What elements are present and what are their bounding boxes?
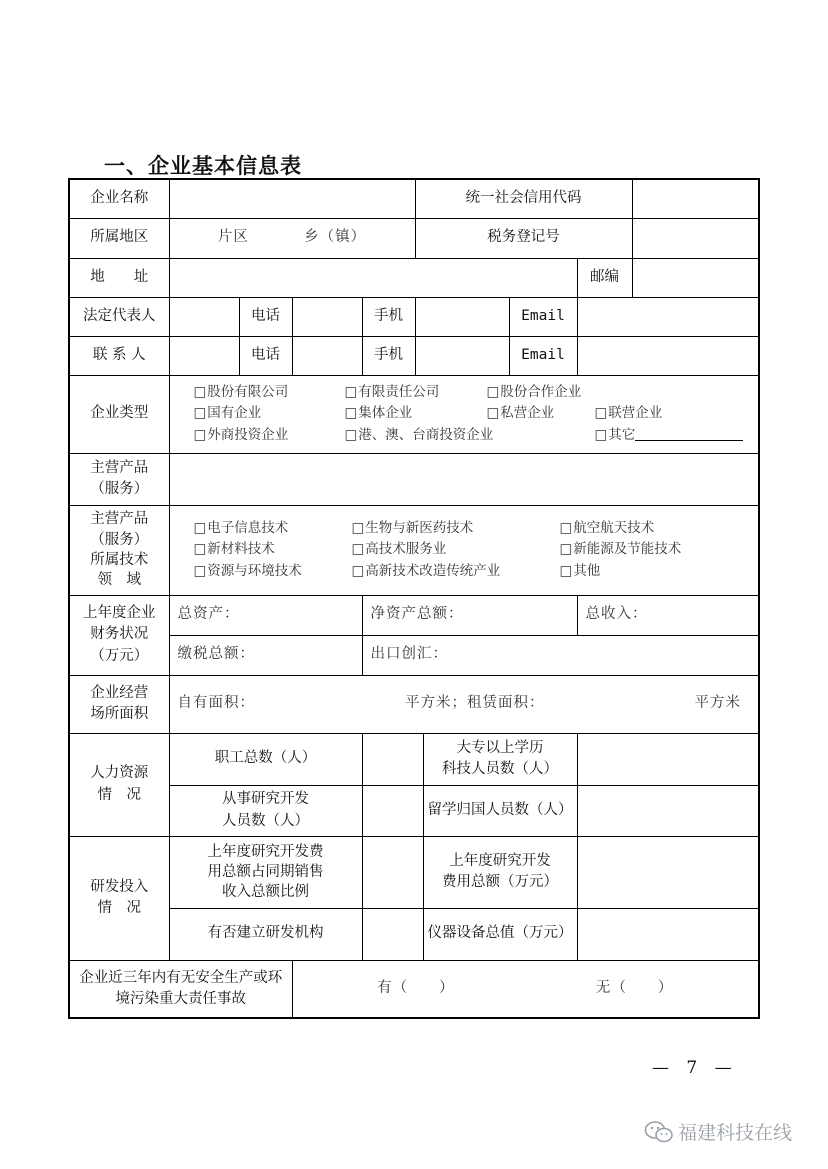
postcode-label: 邮编 [577, 258, 632, 297]
main-products-input[interactable] [169, 453, 759, 505]
finance-label-line1: 上年度企业 [83, 605, 156, 622]
tax-total-field[interactable]: 缴税总额： [169, 635, 362, 675]
region-input[interactable] [169, 218, 415, 258]
tech-field-options [169, 505, 759, 595]
legal-rep-input[interactable] [169, 297, 239, 336]
checkbox-new-energy[interactable]: □ 新能源及节能技术 [560, 540, 720, 560]
legal-rep-phone-input[interactable] [292, 297, 362, 336]
checkbox-other[interactable]: □ 其它 [595, 427, 636, 443]
contact-label: 联 系 人 [69, 336, 169, 375]
checkbox-state-owned[interactable]: □ 国有企业 [194, 404, 345, 424]
rd-total-label [423, 836, 577, 908]
legal-rep-label: 法定代表人 [69, 297, 169, 336]
rd-staff-label [169, 785, 362, 836]
total-assets-field[interactable]: 总资产： [169, 595, 362, 635]
contact-phone-label: 电话 [239, 336, 292, 375]
enterprise-type-label: 企业类型 [69, 375, 169, 453]
safety-options [292, 960, 759, 1018]
main-products-label-line1: 主营产品 [90, 459, 149, 476]
rd-ratio-label [169, 836, 362, 908]
total-income-field[interactable]: 总收入： [577, 595, 759, 635]
other-type-underline [635, 427, 743, 441]
safety-label-line2: 境污染重大责任事故 [115, 990, 246, 1007]
contact-phone-input[interactable] [292, 336, 362, 375]
rd-label-line2: 情 况 [97, 900, 141, 916]
rd-label-line1: 研发投入 [90, 878, 149, 895]
legal-rep-email-label: Email [509, 297, 577, 336]
rd-label [69, 836, 169, 960]
checkbox-joint-stock[interactable]: □ 股份有限公司 [194, 383, 345, 403]
rd-total-label-line1: 上年度研究开发 [449, 852, 551, 869]
main-products-label-line2: （服务） [90, 481, 149, 497]
hr-label-line2: 情 况 [97, 786, 141, 803]
checkbox-joint-stock-coop[interactable]: □ 股份合作企业 [487, 383, 745, 403]
returnees-input[interactable] [577, 785, 759, 836]
rd-total-label-line2: 费用总额（万元） [442, 874, 558, 890]
checkbox-biomedicine[interactable]: □ 生物与新医药技术 [352, 519, 560, 539]
hr-label [69, 733, 169, 836]
address-label: 地 址 [69, 258, 169, 297]
net-assets-field[interactable]: 净资产总额： [362, 595, 577, 635]
region-label: 所属地区 [69, 218, 169, 258]
enterprise-info-form [68, 178, 760, 1019]
enterprise-type-options [169, 375, 759, 453]
safety-label [69, 960, 292, 1018]
finance-label-line3: （万元） [90, 647, 149, 664]
checkbox-joint-venture[interactable]: □ 联营企业 [595, 404, 745, 424]
credit-code-input[interactable] [632, 179, 759, 218]
wechat-icon [644, 1119, 674, 1145]
contact-mobile-label: 手机 [362, 336, 415, 375]
equipment-value-label: 仪器设备总值（万元） [423, 908, 577, 960]
other-type-field[interactable] [595, 426, 745, 446]
college-staff-label-line2: 科技人员数（人） [442, 761, 558, 777]
region-hint-district: 片区 [217, 229, 249, 246]
postcode-input[interactable] [632, 258, 759, 297]
rd-total-input[interactable] [577, 836, 759, 908]
checkbox-electronic-info[interactable]: □ 电子信息技术 [194, 519, 352, 539]
main-products-label [69, 453, 169, 505]
checkbox-new-materials[interactable]: □ 新材料技术 [194, 540, 352, 560]
checkbox-other-tech[interactable]: □ 其他 [560, 562, 720, 582]
checkbox-aerospace[interactable]: □ 航空航天技术 [560, 519, 720, 539]
rd-institution-label: 有否建立研发机构 [169, 908, 362, 960]
safety-yes-option[interactable]: 有（ ） [377, 980, 455, 997]
tax-reg-input[interactable] [632, 218, 759, 258]
watermark [644, 1118, 792, 1145]
page-title: 一、企业基本信息表 [104, 154, 302, 178]
legal-rep-mobile-label: 手机 [362, 297, 415, 336]
college-staff-input[interactable] [577, 733, 759, 785]
rd-institution-input[interactable] [362, 908, 423, 960]
checkbox-private[interactable]: □ 私营企业 [487, 404, 595, 424]
rd-ratio-input[interactable] [362, 836, 423, 908]
rd-ratio-label-line3: 收入总额比例 [222, 884, 309, 901]
tech-field-label-line1: 主营产品 [90, 511, 149, 528]
safety-no-option[interactable]: 无（ ） [595, 980, 674, 997]
credit-code-label: 统一社会信用代码 [415, 179, 632, 218]
finance-label [69, 595, 169, 675]
premises-field[interactable] [169, 675, 759, 733]
tech-field-label-line4: 领 域 [97, 572, 141, 589]
page-number: — 7 — [652, 1058, 738, 1078]
contact-email-label: Email [509, 336, 577, 375]
tech-field-label [69, 505, 169, 595]
safety-label-line1: 企业近三年内有无安全生产或环 [79, 969, 283, 986]
contact-input[interactable] [169, 336, 239, 375]
college-staff-label [423, 733, 577, 785]
premises-label-line2: 场所面积 [90, 706, 149, 722]
rd-staff-label-line2: 人员数（人） [222, 812, 309, 829]
staff-total-label: 职工总数（人） [169, 733, 362, 785]
equipment-value-input[interactable] [577, 908, 759, 960]
rd-ratio-label-line1: 上年度研究开发费 [207, 843, 324, 860]
checkbox-foreign-invested[interactable]: □ 外商投资企业 [194, 426, 345, 446]
college-staff-label-line1: 大专以上学历 [456, 739, 544, 756]
company-name-label: 企业名称 [69, 179, 169, 218]
rd-staff-label-line1: 从事研究开发 [222, 791, 309, 808]
rented-area-label: 平方米；租赁面积： [405, 695, 545, 712]
legal-rep-mobile-input[interactable] [415, 297, 509, 336]
tech-field-label-line2: （服务） [90, 531, 149, 548]
finance-label-line2: 财务状况 [90, 626, 149, 643]
legal-rep-email-input[interactable] [577, 297, 759, 336]
premises-label-line1: 企业经营 [90, 684, 149, 701]
contact-email-input[interactable] [577, 336, 759, 375]
area-unit-label: 平方米 [694, 695, 741, 712]
checkbox-hightech-services[interactable]: □ 高技术服务业 [352, 540, 560, 560]
contact-mobile-input[interactable] [415, 336, 509, 375]
tech-field-label-line3: 所属技术 [90, 552, 149, 568]
watermark-text: 福建科技在线 [678, 1122, 793, 1144]
checkbox-resources-env[interactable]: □ 资源与环境技术 [194, 562, 352, 582]
checkbox-traditional-upgrade[interactable]: □ 高新技术改造传统产业 [352, 562, 560, 582]
region-hint-town: 乡（镇） [304, 229, 367, 246]
returnees-label: 留学归国人员数（人） [423, 785, 577, 836]
tax-reg-label: 税务登记号 [415, 218, 632, 258]
premises-label [69, 675, 169, 733]
checkbox-collective[interactable]: □ 集体企业 [345, 404, 487, 424]
rd-staff-input[interactable] [362, 785, 423, 836]
rd-ratio-label-line2: 用总额占同期销售 [207, 863, 324, 880]
legal-rep-phone-label: 电话 [239, 297, 292, 336]
export-field[interactable]: 出口创汇： [362, 635, 759, 675]
company-name-input[interactable] [169, 179, 415, 218]
hr-label-line1: 人力资源 [90, 765, 149, 782]
checkbox-hk-macao-taiwan[interactable]: □ 港、澳、台商投资企业 [345, 426, 595, 446]
checkbox-limited-liability[interactable]: □ 有限责任公司 [345, 383, 487, 403]
staff-total-input[interactable] [362, 733, 423, 785]
own-area-label: 自有面积： [177, 695, 255, 712]
address-input[interactable] [169, 258, 577, 297]
